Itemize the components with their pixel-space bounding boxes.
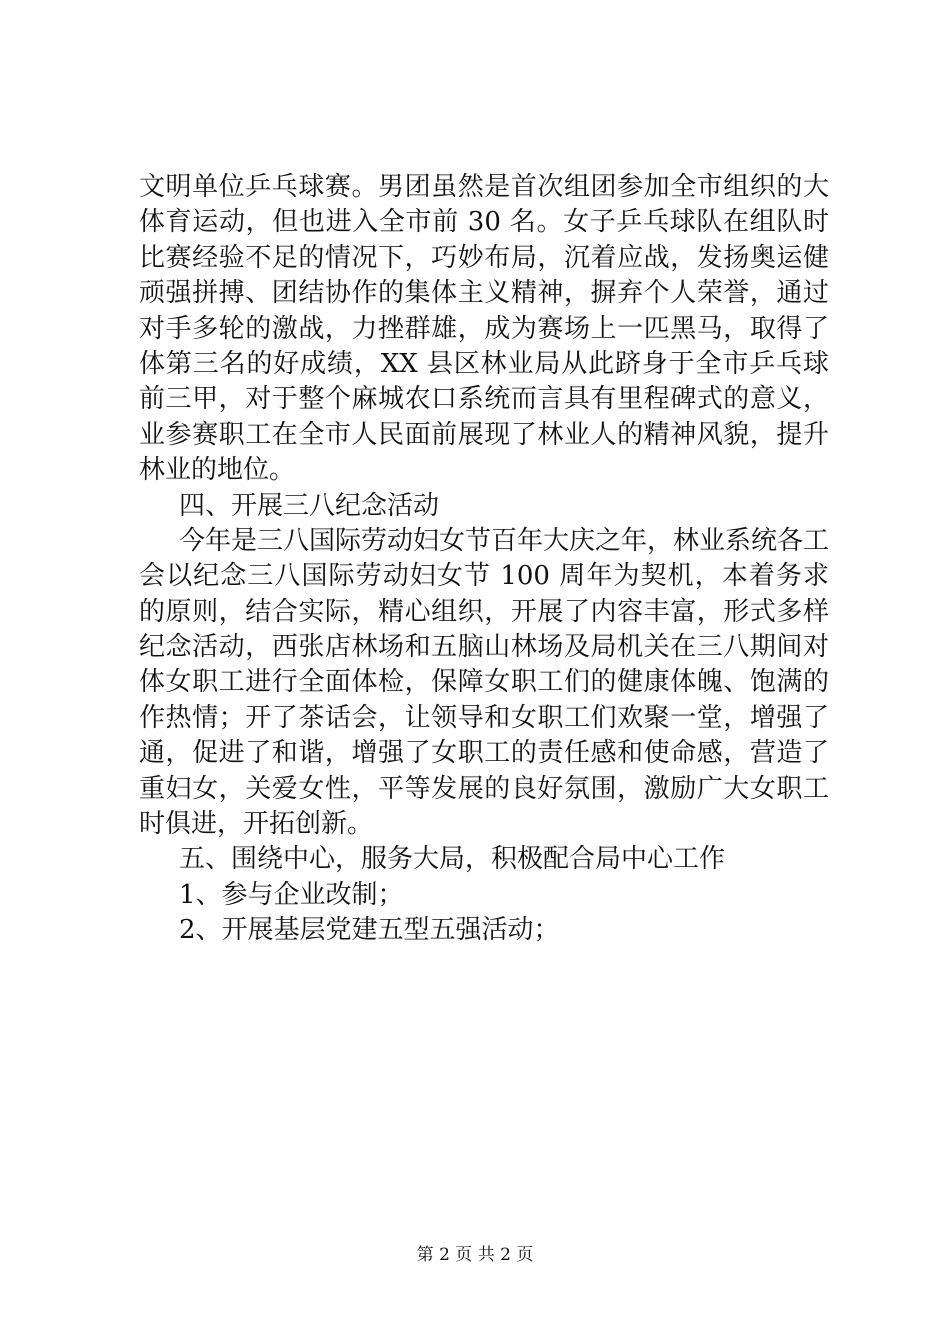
text-line: 顽强拼搏、团结协作的集体主义精神，摒弃个人荣誉，通过	[139, 278, 829, 309]
page-footer	[0, 1244, 950, 1266]
text-line: 比赛经验不足的情况下，巧妙布局，沉着应战，发扬奥运健	[139, 242, 829, 273]
text-line: 重妇女，关爱女性，平等发展的良好氛围，激励广大女职工	[139, 773, 829, 804]
text-line: 会以纪念三八国际劳动妇女节 100 周年为契机，本着务求	[139, 561, 829, 592]
text-line: 体育运动，但也进入全市前 30 名。女子乒乓球队在组队时	[139, 207, 829, 238]
text-line: 时俱进，开拓创新。	[139, 809, 374, 840]
text-line: 林业的地位。	[139, 455, 296, 486]
text-line: 作热情；开了茶话会，让领导和女职工们欢聚一堂，增强了	[139, 702, 829, 733]
text-line: 文明单位乒乓球赛。男团虽然是首次组团参加全市组织的大	[139, 172, 829, 202]
text-line: 对手多轮的激战，力挫群雄，成为赛场上一匹黑马，取得了	[139, 313, 829, 344]
text-line: 前三甲，对于整个麻城农口系统而言具有里程碑式的意义，	[139, 384, 829, 415]
text-line: 体女职工进行全面体检，保障女职工们的健康体魄、饱满的	[139, 667, 829, 698]
text-line: 体第三名的好成绩，XX 县区林业局从此跻身于全市乒乓球	[139, 348, 829, 379]
list-item: 1、参与企业改制；	[179, 879, 404, 910]
text-line: 业参赛职工在全市人民面前展现了林业人的精神风貌，提升	[139, 419, 829, 450]
section-heading-5: 五、围绕中心，服务大局，积极配合局中心工作	[179, 844, 726, 875]
list-item: 2、开展基层党建五型五强活动；	[179, 915, 560, 946]
document-body	[139, 170, 829, 949]
page-number: 第 2 页 共 2 页	[416, 1245, 534, 1265]
section-heading-4: 四、开展三八纪念活动	[179, 490, 440, 521]
text-line: 通，促进了和谐，增强了女职工的责任感和使命感，营造了	[139, 738, 829, 769]
text-line: 纪念活动，西张店林场和五脑山林场及局机关在三八期间对	[139, 632, 829, 663]
text-line: 的原则，结合实际，精心组织，开展了内容丰富，形式多样	[139, 596, 829, 627]
text-line: 今年是三八国际劳动妇女节百年大庆之年，林业系统各工	[179, 525, 829, 556]
